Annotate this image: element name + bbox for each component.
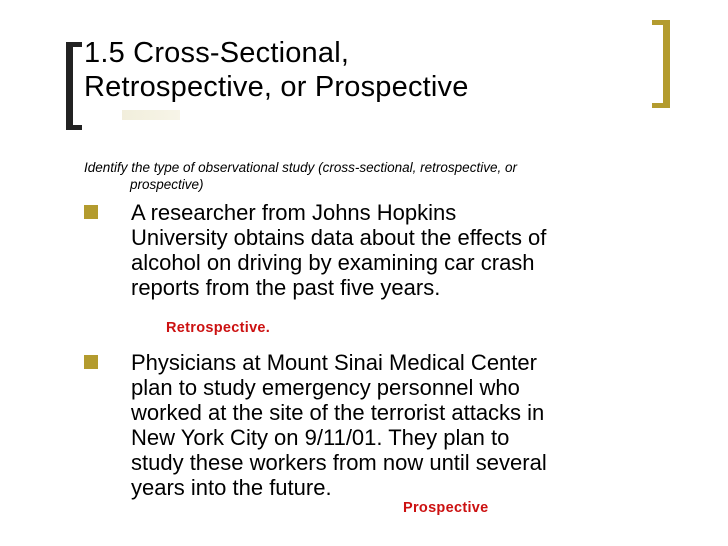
slide-title — [84, 36, 644, 104]
bullet-line: years into the future. — [131, 475, 332, 500]
bullet-text — [131, 200, 691, 300]
bullet-line: reports from the past five years. — [131, 275, 441, 300]
bullet-line: Physicians at Mount Sinai Medical Center — [131, 350, 537, 375]
bullet-line: alcohol on driving by examining car crash — [131, 250, 535, 275]
answer-label: Retrospective. — [166, 320, 271, 336]
bullet-text — [131, 350, 691, 500]
square-bullet-icon — [84, 205, 98, 219]
bullet-line: plan to study emergency personnel who — [131, 375, 520, 400]
left-bracket-decoration — [66, 42, 82, 130]
bullet-line: A researcher from Johns Hopkins — [131, 200, 457, 225]
title-underline-decoration — [122, 110, 180, 120]
title-line: Retrospective, or Prospective — [84, 71, 469, 103]
bullet-line: study these workers from now until several — [131, 450, 547, 475]
bullet-line: worked at the site of the terrorist attacks in — [131, 400, 545, 425]
square-bullet-icon — [84, 355, 98, 369]
bullet-line: University obtains data about the effects of — [131, 225, 547, 250]
bullet-line: New York City on 9/11/01. They plan to — [131, 425, 510, 450]
instruction-text — [84, 159, 684, 193]
instruction-line: prospective) — [130, 177, 204, 192]
instruction-line: Identify the type of observational study (cross-sectional, retrospective, or — [84, 160, 517, 175]
right-bracket-decoration — [652, 20, 670, 108]
answer-label: Prospective — [403, 500, 489, 516]
title-line: 1.5 Cross-Sectional, — [84, 37, 350, 69]
